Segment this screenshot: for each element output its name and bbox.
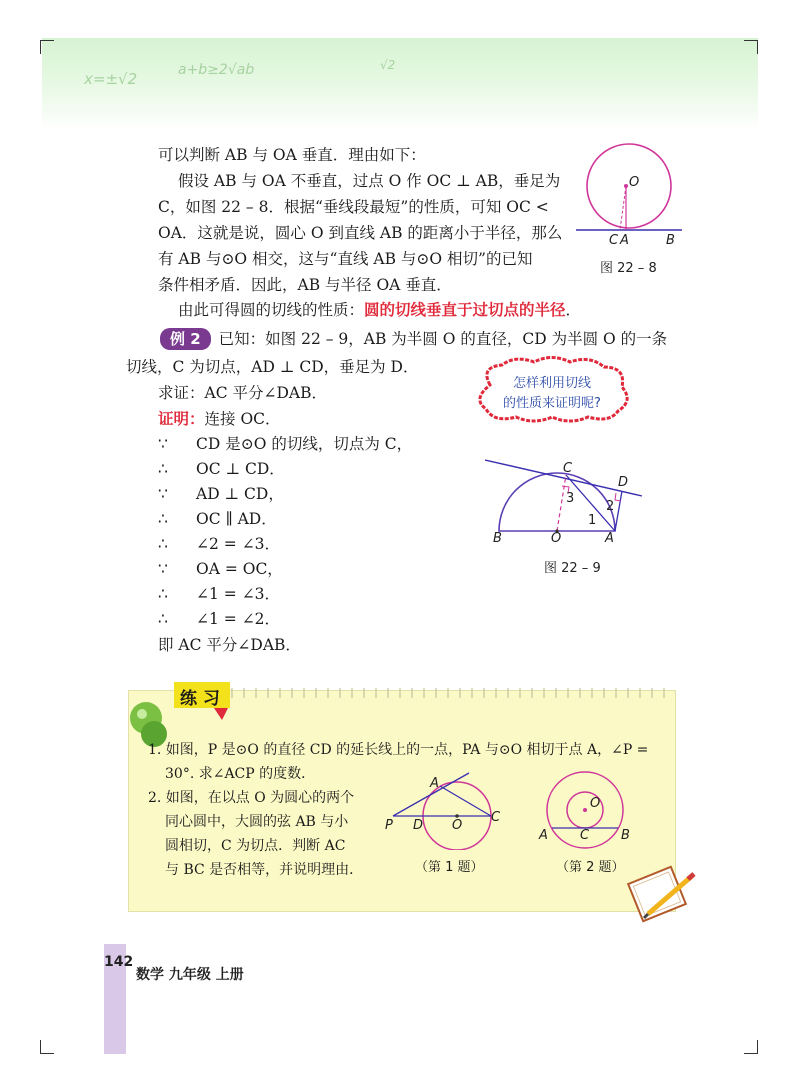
- pfig2-label-b: B: [621, 828, 630, 843]
- text-line: 假设 AB 与 OA 不垂直，过点 O 作 OC ⊥ AB，垂足为: [178, 172, 561, 190]
- header-scribble: a+b≥2√ab: [178, 62, 255, 78]
- crop-mark: [40, 40, 41, 54]
- crop-mark: [757, 1040, 758, 1054]
- crop-mark: [40, 1040, 41, 1054]
- tangent-property: 圆的切线垂直于过切点的半径: [364, 301, 566, 319]
- header-fade: [42, 110, 758, 128]
- fig228-caption: 图 22 – 8: [600, 261, 657, 276]
- fig228-label-a: A: [620, 233, 629, 248]
- practice-q2-line: 圆相切，C 为切点．判断 AC: [165, 838, 346, 854]
- text-line: 切线，C 为切点，AD ⊥ CD，垂足为 D．: [126, 358, 419, 376]
- fig229-label-d: D: [618, 475, 629, 490]
- pfig1-chord-ac: [440, 786, 491, 816]
- example-badge: 例 2: [160, 328, 211, 350]
- fig228-label-o: O: [629, 175, 640, 190]
- fig229-angle-1: 1: [588, 513, 597, 528]
- page-number: 142: [104, 954, 134, 970]
- property-prefix: 由此可得圆的切线的性质：: [178, 301, 365, 319]
- crop-mark: [744, 1053, 758, 1054]
- fig229-angle-2: 2: [606, 499, 615, 514]
- fig229-segment-ad: [615, 491, 622, 531]
- proof-step: ∴ ∠1 = ∠2．: [158, 610, 281, 628]
- notebook-pencil-icon: [626, 862, 698, 924]
- text-line: 可以判断 AB 与 OA 垂直．理由如下：: [158, 146, 426, 164]
- proof-first-step: 连接 OC．: [204, 410, 281, 428]
- proof-label: 证明：: [158, 410, 205, 428]
- proof-step: ∵ OA = OC，: [158, 560, 283, 578]
- practice-q2-line: 2. 如图，在以点 O 为圆心的两个: [148, 790, 355, 806]
- practice-q1-line: 1. 如图，P 是⊙O 的直径 CD 的延长线上的一点，PA 与⊙O 相切于点 A，∠P =: [148, 742, 649, 758]
- fig229-label-b: B: [493, 531, 502, 546]
- proof-header: [158, 408, 281, 430]
- pfig1-label-p: P: [385, 818, 393, 833]
- crop-mark: [744, 40, 758, 41]
- proof-step: ∴ ∠1 = ∠3．: [158, 585, 281, 603]
- fig229-semicircle: [499, 473, 615, 531]
- text-line: C，如图 22 – 8．根据“垂线段最短”的性质，可知 OC <: [158, 198, 549, 216]
- pfig1-label-o: O: [452, 818, 463, 833]
- fig228-center: [624, 184, 628, 188]
- fig229-label-c: C: [563, 461, 573, 476]
- text-line: 求证：AC 平分∠DAB．: [158, 384, 327, 402]
- pfig1-label-a: A: [430, 776, 439, 791]
- fig229-caption: 图 22 – 9: [544, 561, 601, 576]
- property-line: [178, 299, 581, 321]
- practice-fig1-caption: （第 1 题）: [415, 860, 484, 875]
- pfig1-label-d: D: [413, 818, 424, 833]
- crop-mark: [40, 40, 54, 41]
- pfig2-label-a: A: [539, 828, 548, 843]
- example-given: 已知：如图 22 – 9，AB 为半圆 O 的直径，CD 为半圆 O 的一条: [218, 330, 668, 348]
- practice-title: 练 习: [180, 689, 220, 709]
- practice-q2-line: 与 BC 是否相等，并说明理由．: [165, 862, 364, 878]
- bubble-line: 怎样利用切线: [512, 376, 591, 391]
- property-suffix: ．: [565, 301, 582, 319]
- pfig2-label-c: C: [580, 828, 590, 843]
- pfig1-label-c: C: [491, 810, 501, 825]
- fig228-label-b: B: [666, 233, 675, 248]
- fig229-angle-3: 3: [566, 491, 575, 506]
- fig228-label-c: C: [609, 233, 619, 248]
- header-scribble: √2: [380, 58, 396, 72]
- proof-step: ∵ CD 是⊙O 的切线，切点为 C，: [158, 435, 413, 453]
- pfig2-label-o: O: [590, 796, 601, 811]
- text-line: 有 AB 与⊙O 相交，这与“直线 AB 与⊙O 相切”的已知: [158, 250, 533, 268]
- practice-fig2-caption: （第 2 题）: [556, 860, 625, 875]
- bubble-line: 的性质来证明呢?: [503, 396, 601, 411]
- fig229-label-a: A: [605, 531, 614, 546]
- fig229-radius-oc: [557, 475, 566, 531]
- practice-q2-line: 同心圆中，大圆的弦 AB 与小: [165, 814, 349, 830]
- practice-q1-line: 30°. 求∠ACP 的度数．: [165, 766, 316, 782]
- header-scribble: x=±√2: [84, 70, 138, 88]
- header-band: [42, 38, 758, 116]
- proof-step: ∴ OC ∥ AD．: [158, 510, 277, 528]
- book-title: 数学 九年级 上册: [136, 967, 244, 983]
- crop-mark: [757, 40, 758, 54]
- bubble-text: [487, 374, 617, 414]
- proof-step: ∴ ∠2 = ∠3．: [158, 535, 281, 553]
- text-line: OA．这就是说，圆心 O 到直线 AB 的距离小于半径，那么: [158, 224, 563, 242]
- proof-step: ∴ OC ⊥ CD．: [158, 460, 285, 478]
- pfig2-center: [583, 808, 587, 812]
- proof-step: ∵ AD ⊥ CD，: [158, 485, 284, 503]
- fig229-label-o: O: [551, 531, 562, 546]
- practice-spiral-binding: [180, 684, 680, 700]
- conclusion-line: 即 AC 平分∠DAB．: [158, 636, 301, 654]
- fig228-perpendicular: [620, 186, 626, 230]
- text-line: 条件相矛盾．因此，AB 与半径 OA 垂直．: [158, 276, 452, 294]
- example-line: [160, 328, 667, 350]
- crop-mark: [40, 1053, 54, 1054]
